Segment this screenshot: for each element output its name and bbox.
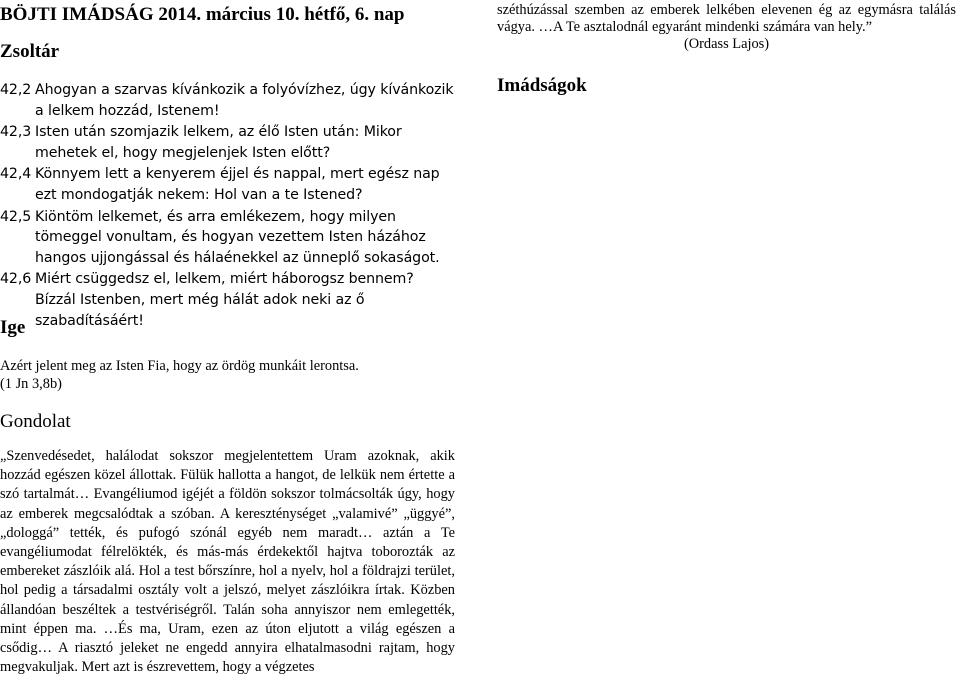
left-column [0, 0, 455, 683]
verse-number: 42,5 [0, 208, 32, 225]
thought-continuation-block [497, 2, 956, 53]
psalm-heading: Zsoltár [0, 41, 60, 62]
word-block [0, 357, 455, 393]
verse-text: Miért csüggedsz el, lelkem, miért háborogsz bennem? Bízzál Istenben, mert még hálát adok neki az ő szabadításáért! [35, 271, 414, 329]
verse-text: Kiöntöm lelkemet, és arra emlékezem, hogy milyen tömeggel vonultam, és hogyan vezettem Isten házához hangos ujjongással és hálaénekkel az ünneplő sokaságot. [35, 208, 440, 266]
verse-number: 42,4 [0, 166, 32, 183]
verse-text: Könnyem lett a kenyerem éjjel és nappal, mert egész nap ezt mondogatják nekem: Hol van a te Istened? [35, 166, 440, 203]
word-heading: Ige [0, 317, 26, 338]
thought-continuation: széthúzással szemben az emberek lelkében elevenen ég az egymásra találás vágya. …A Te asztalodnál egyaránt mindenki számára van hely.” [497, 2, 956, 35]
psalm-verse [0, 164, 455, 205]
psalm-verse [0, 122, 455, 163]
verse-text: Ahogyan a szarvas kívánkozik a folyóvízhez, úgy kívánkozik a lelkem hozzád, Istenem! [35, 82, 454, 119]
word-reference: (1 Jn 3,8b) [0, 376, 62, 392]
thought-text: „Szenvedésedet, halálodat sokszor megjelentettem Uram azoknak, akik hozzád egészen közel állottak. Fülük hallotta a hangot, de lelkük nem értette a szó tartalmát… Evangéliumod igéjét a földön sokszor tolmácsolták úgy, hogy az emberek megcsalódtak a szóban. A kereszténységet „valamivé” „üggyé”, „dologgá” tették, és pufogó szónál egyéb nem maradt… aztán a Te evangéliumodat félrelökték, és más-más érdekektől hajtva toborozták az embereket zászlóik alá. Hol a test bőrszínre, hol a nyelv, hol a földrajzi terület, hol pedig a társadalmi osztály volt a jelszó, melyet zászlóikra írtak. Közben állandóan beszéltek a testvériségről. Talán soha annyiszor nem emlegették, mint éppen ma. …És ma, Uram, ezen az úton eljutott a világ egészen a csődig… A riasztó jeleket ne engedd annyira elhatalmasodni rajtam, hogy megvakuljak. Mert azt is észrevettem, hogy a végzetes [0, 448, 455, 676]
psalm-verse [0, 207, 455, 269]
prayers-heading: Imádságok [497, 75, 587, 96]
thought-heading: Gondolat [0, 411, 71, 432]
verse-number: 42,3 [0, 124, 32, 141]
psalm-verse [0, 80, 455, 121]
verse-number: 42,2 [0, 82, 32, 98]
psalm-verse [0, 269, 455, 331]
page-title: BÖJTI IMÁDSÁG 2014. március 10. hétfő, 6. nap [0, 4, 405, 25]
verse-text: Isten után szomjazik lelkem, az élő Isten után: Mikor mehetek el, hogy megjelenjek Isten előtt? [35, 124, 402, 161]
psalm-verse-list [0, 80, 455, 332]
right-column [497, 0, 956, 683]
word-text: Azért jelent meg az Isten Fia, hogy az ördög munkáit lerontsa. [0, 358, 359, 374]
thought-author: (Ordass Lajos) [683, 36, 770, 52]
verse-number: 42,6 [0, 271, 32, 288]
